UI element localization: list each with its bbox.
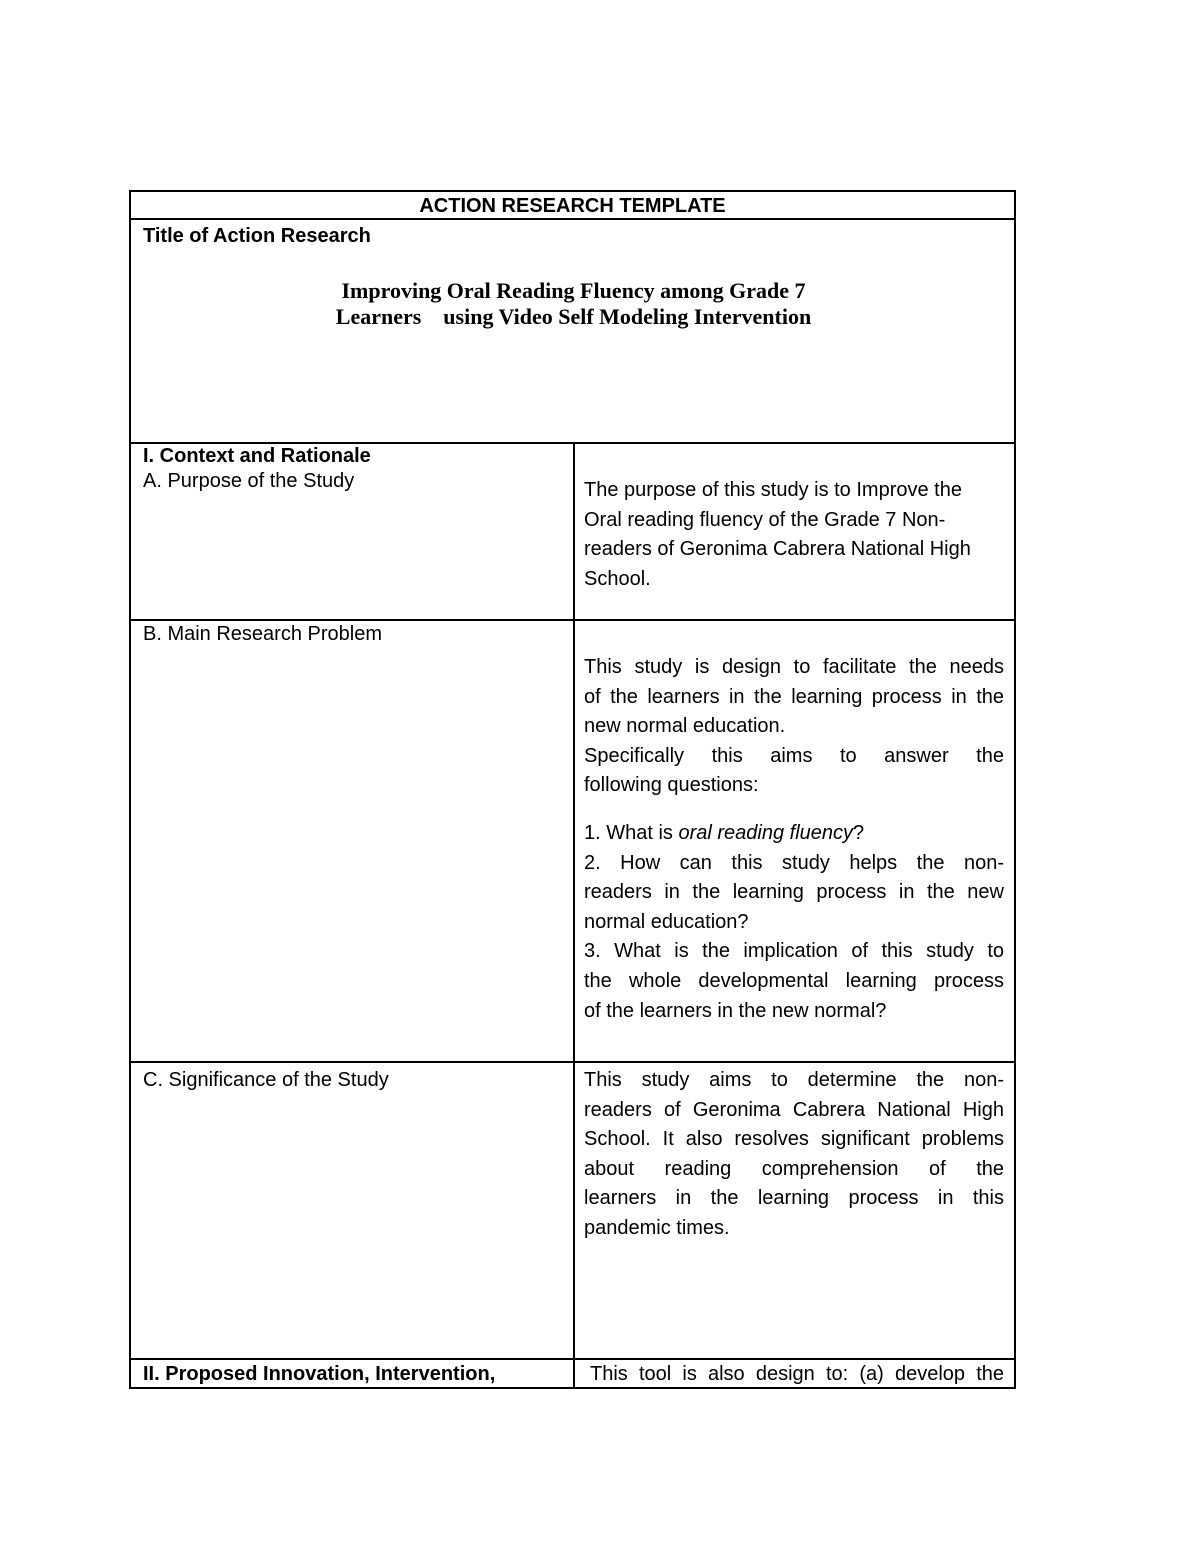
question-3-line: the whole developmental learning process (584, 969, 1004, 992)
header-divider (131, 218, 1014, 220)
question-2-line: normal education? (584, 910, 749, 933)
significance-line: learners in the learning process in this (584, 1187, 1004, 1210)
question-3-line: 3. What is the implication of this study to (584, 940, 1004, 963)
purpose-text (584, 476, 1004, 594)
question-1 (584, 819, 1004, 849)
problem-divider (131, 1061, 1014, 1063)
problem-line: following questions: (584, 774, 759, 797)
significance-text (584, 1066, 1004, 1244)
significance-divider (131, 1358, 1014, 1360)
significance-line: about reading comprehension of the (584, 1157, 1004, 1180)
problem-line: of the learners in the learning process in the (584, 685, 1004, 708)
column-divider (573, 443, 575, 1388)
significance-line: This study aims to determine the non- (584, 1069, 1004, 1091)
significance-label: C. Significance of the Study (143, 1069, 389, 1091)
significance-line: readers of Geronima Cabrera National High (584, 1098, 1004, 1121)
purpose-label: A. Purpose of the Study (143, 470, 355, 492)
innovation-text (590, 1361, 1004, 1387)
purpose-line: School. (584, 567, 651, 590)
problem-line: Specifically this aims to answer the (584, 744, 1004, 767)
blank-line (584, 801, 1004, 819)
question-2-line: 2. How can this study helps the non- (584, 851, 1004, 874)
innovation-line: This tool is also design to: (a) develop the (590, 1363, 1004, 1385)
question-3-line: of the learners in the new normal? (584, 999, 887, 1022)
action-research-table (129, 190, 1016, 1387)
title-label: Title of Action Research (143, 225, 371, 247)
table-bottom-edge (129, 1387, 1016, 1389)
problem-line: new normal education. (584, 715, 786, 738)
innovation-heading: II. Proposed Innovation, Intervention, (143, 1363, 496, 1385)
problem-label: B. Main Research Problem (143, 623, 382, 645)
template-title: ACTION RESEARCH TEMPLATE (419, 195, 726, 217)
purpose-line: The purpose of this study is to Improve the (584, 479, 962, 501)
problem-text (584, 653, 1004, 1026)
significance-line: pandemic times. (584, 1216, 730, 1239)
purpose-line: Oral reading fluency of the Grade 7 Non- (584, 508, 946, 531)
problem-line: This study is design to facilitate the needs (584, 656, 1004, 678)
question-1-term: oral reading fluency (678, 821, 854, 844)
significance-line: School. It also resolves significant problems (584, 1128, 1004, 1151)
question-1-prefix: 1. What is (584, 821, 679, 844)
context-heading: I. Context and Rationale (143, 445, 371, 467)
question-2-line: readers in the learning process in the new (584, 881, 1004, 904)
research-title-line-1: Improving Oral Reading Fluency among Grade 7 (341, 278, 806, 303)
question-1-suffix: ? (853, 821, 865, 844)
purpose-line: readers of Geronima Cabrera National High (584, 538, 971, 561)
research-title-line-2: Learners using Video Self Modeling Intervention (335, 304, 812, 329)
